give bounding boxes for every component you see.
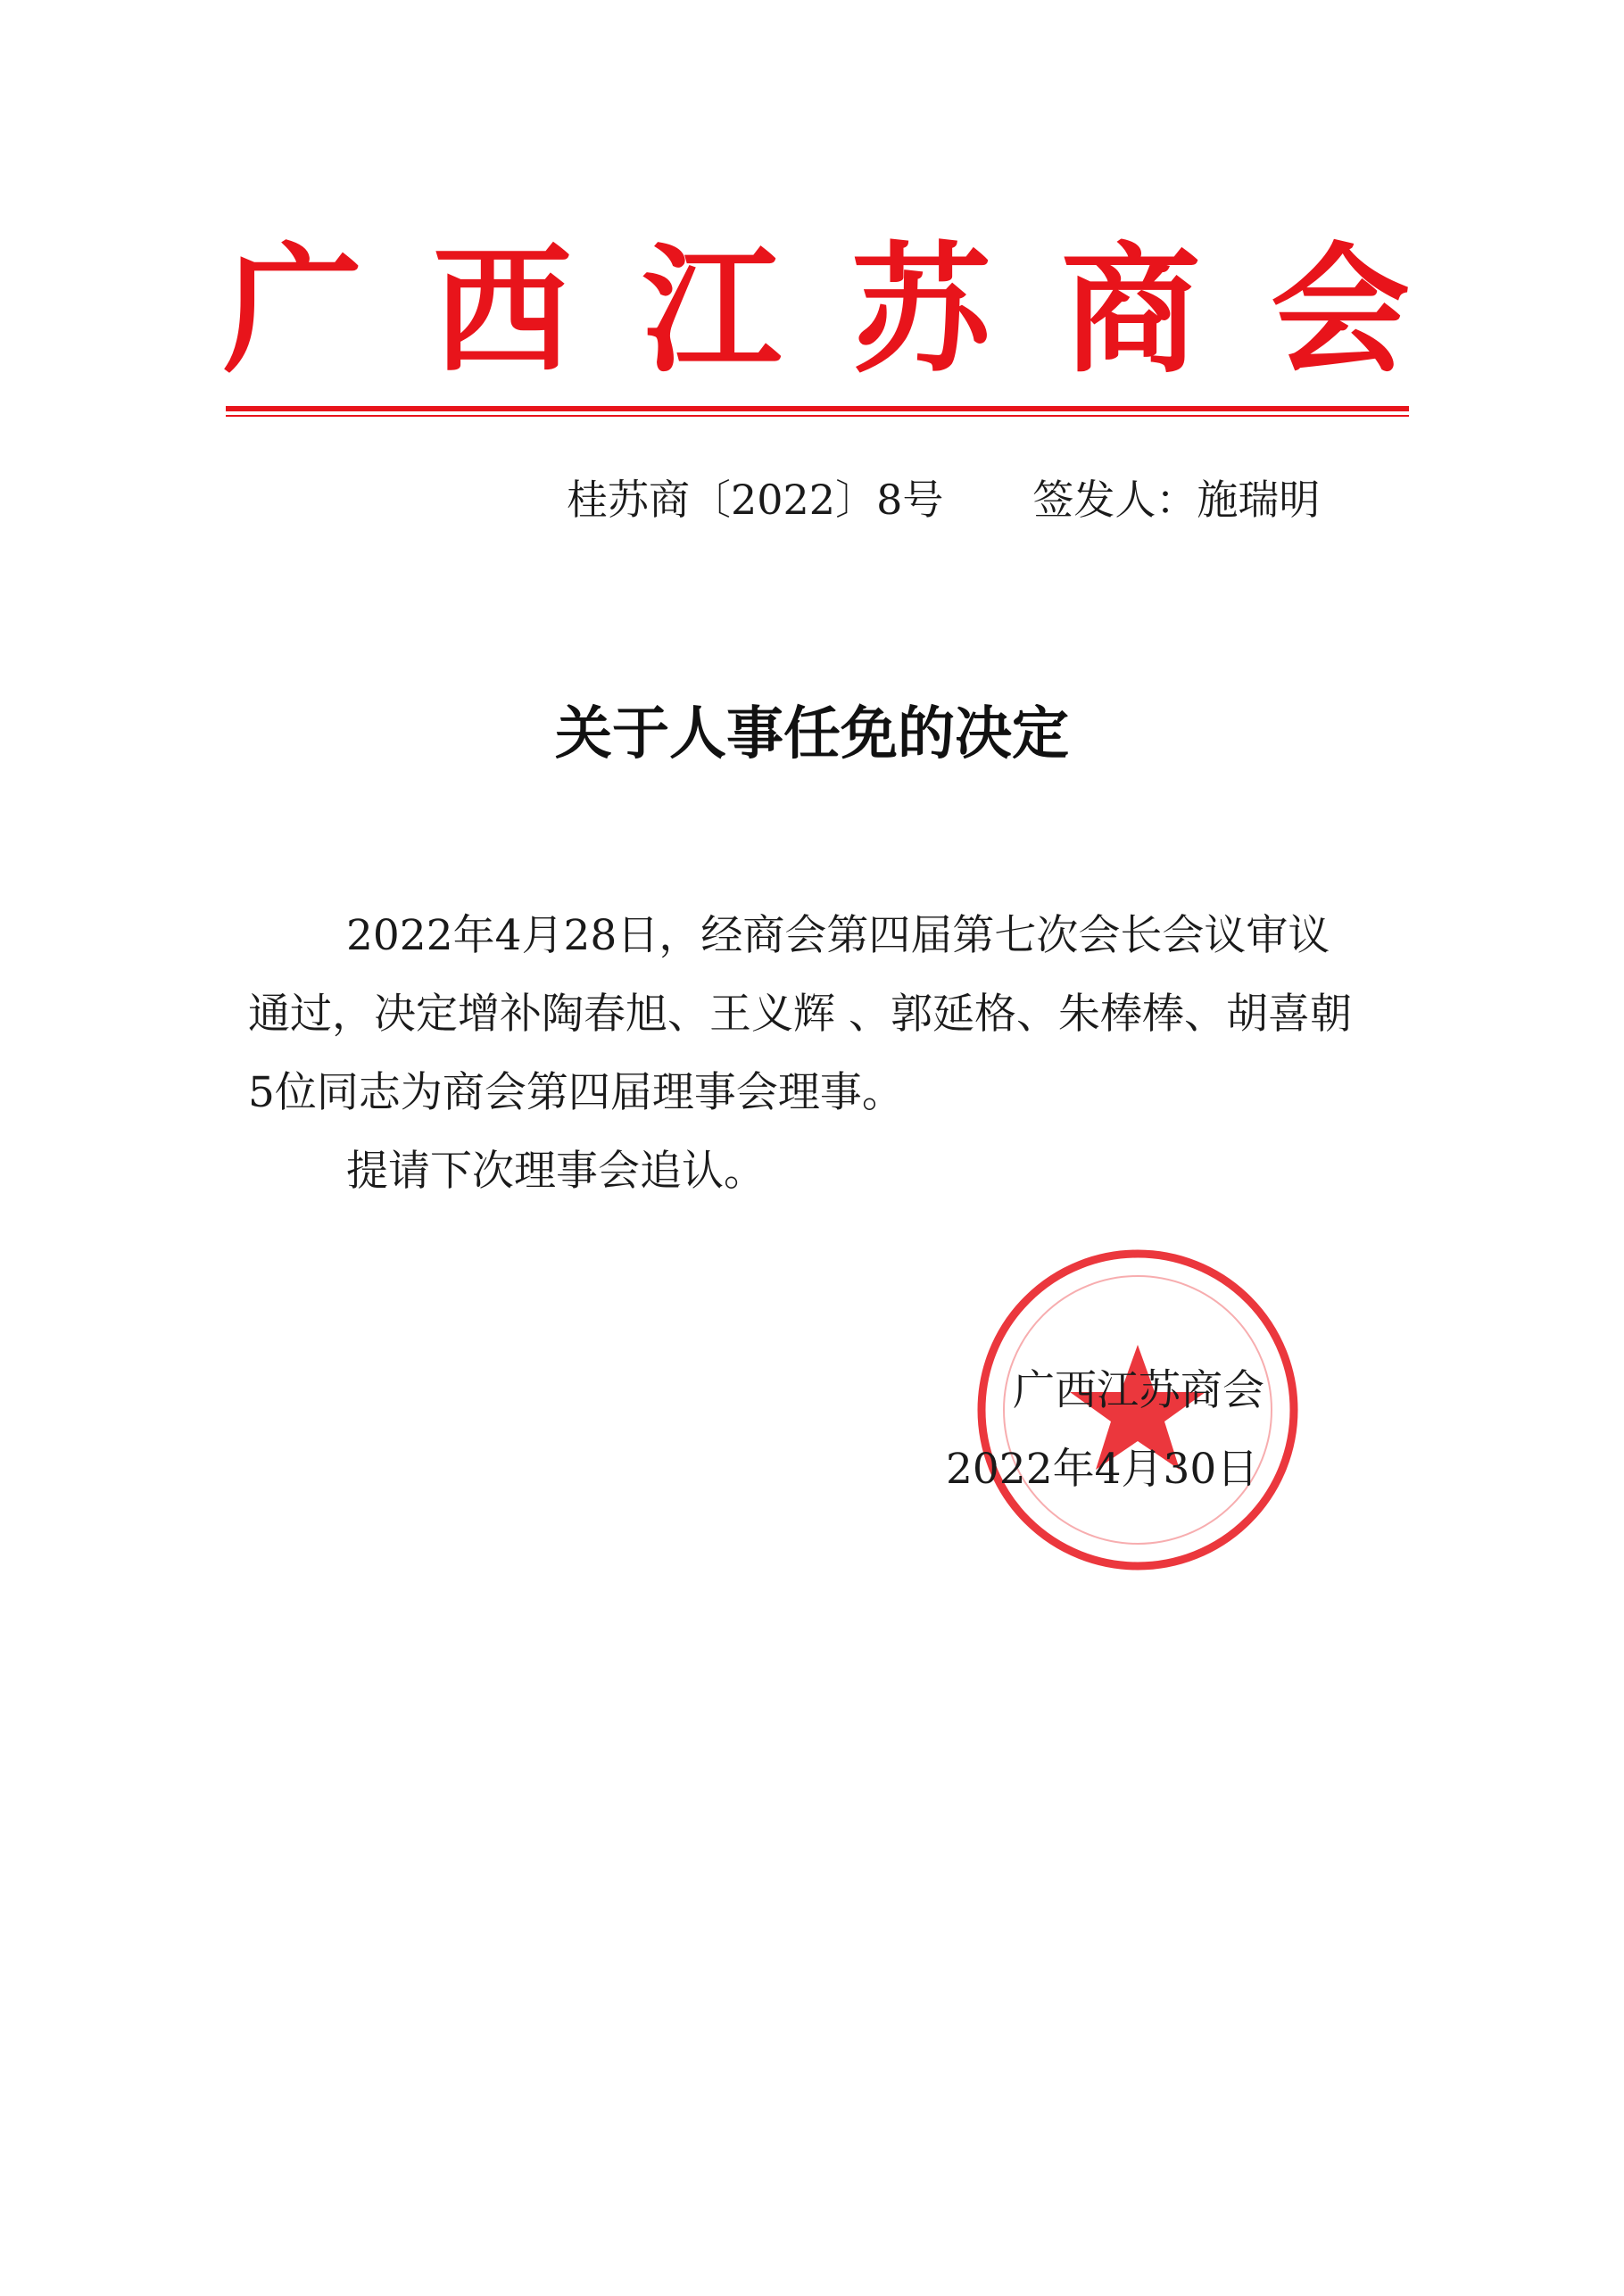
- masthead-char: 西: [432, 228, 572, 392]
- masthead-rule-thick: [226, 406, 1409, 411]
- masthead-char: 会: [1270, 228, 1410, 392]
- masthead-char: 苏: [851, 228, 991, 392]
- masthead-rule-thin: [226, 415, 1409, 417]
- document-number: 桂苏商〔2022〕8号: [567, 476, 944, 524]
- masthead: [223, 230, 1410, 391]
- issuer-name: 施瑞明: [1197, 476, 1321, 524]
- masthead-char: 江: [642, 228, 782, 392]
- masthead-char: 广: [223, 228, 362, 392]
- body-paragraph-2: 提请下次理事会追认。: [346, 1147, 766, 1196]
- issuer-label: 签发人：: [1032, 476, 1197, 524]
- document-number-line: [567, 468, 1414, 531]
- masthead-char: 商: [1061, 228, 1201, 392]
- body-line: 2022年4月28日，经商会第四届第七次会长会议审议: [346, 911, 1330, 960]
- signature-block: [946, 1352, 1321, 1509]
- body-line: 通过，决定增补陶春旭、王义辉 、郭延格、朱棒棒、胡喜朝: [248, 990, 1352, 1039]
- document-title: 关于人事任免的决定: [555, 701, 1069, 767]
- signature-date: 2022年4月30日: [946, 1445, 1259, 1494]
- signature-org: 广西江苏商会: [1013, 1366, 1264, 1415]
- body-line: 5位同志为商会第四届理事会理事。: [248, 1068, 904, 1117]
- document-body: [248, 897, 1399, 1211]
